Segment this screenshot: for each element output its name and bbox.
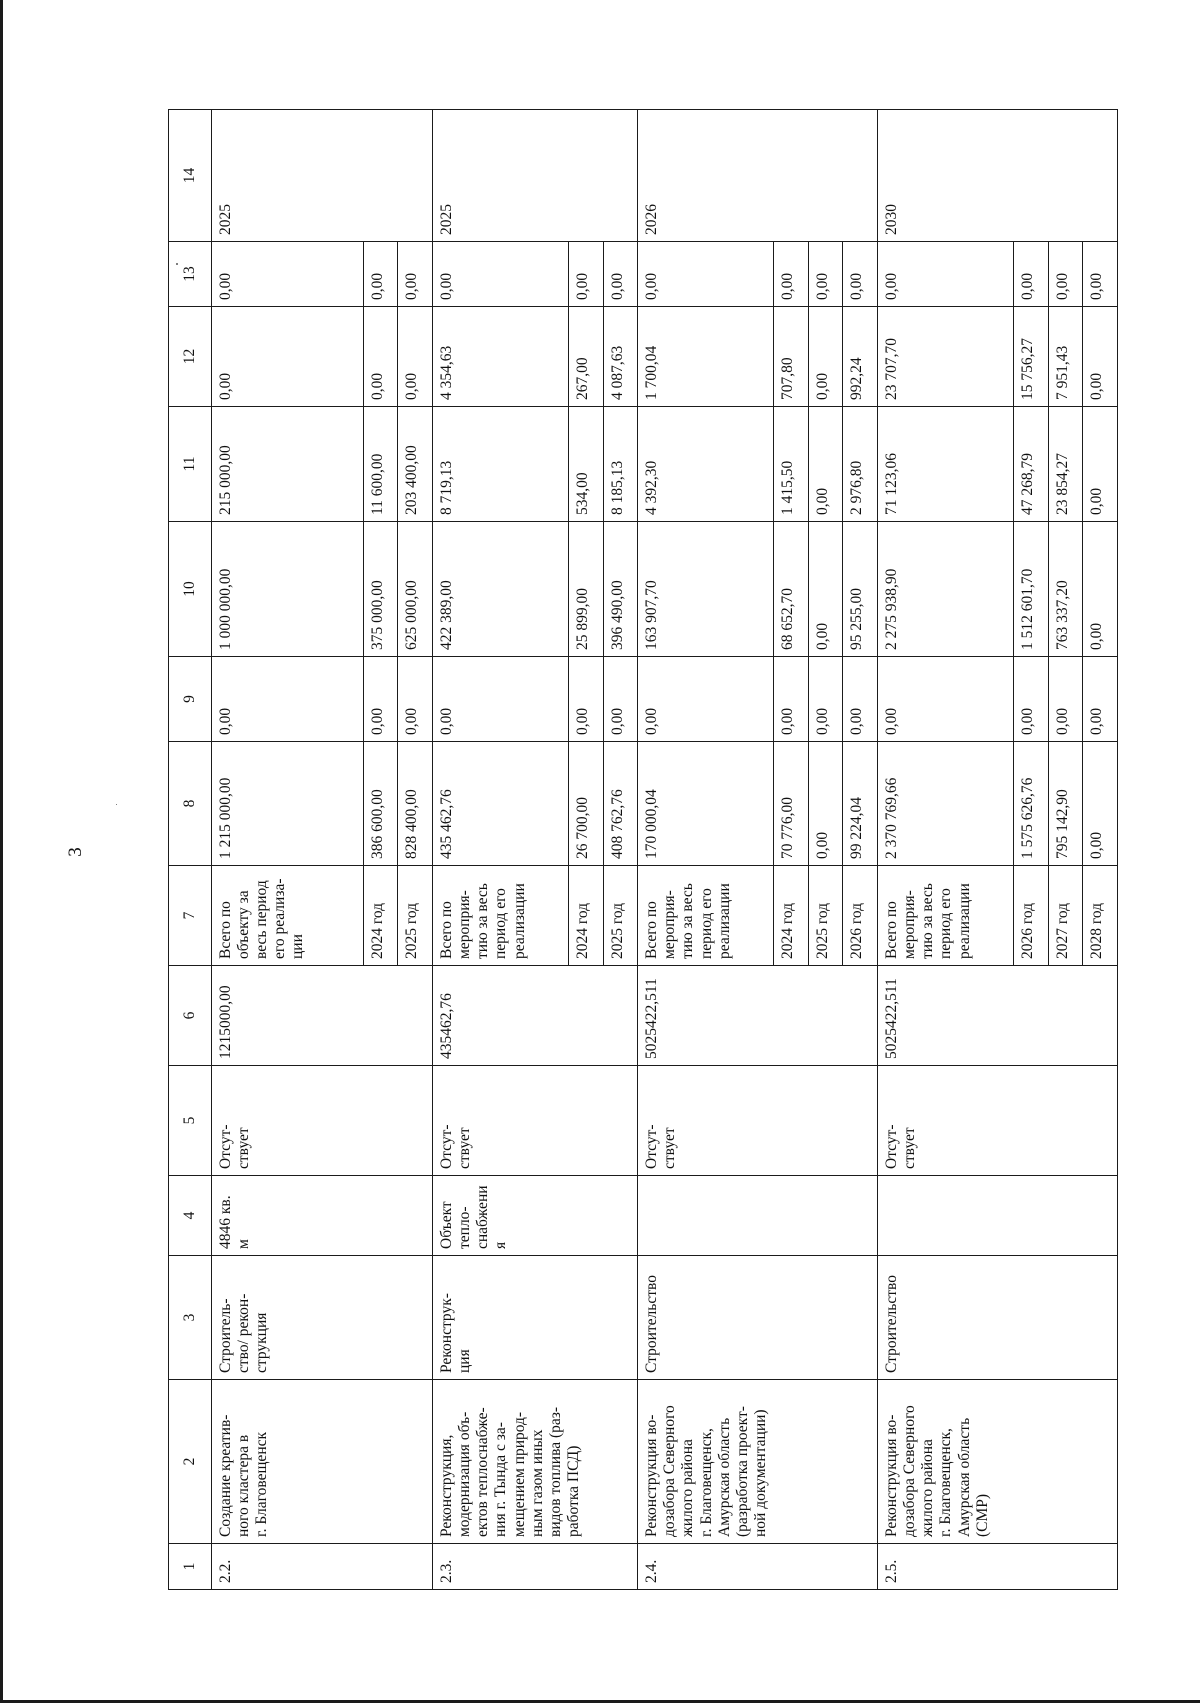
design-doc-status: Отсут- ствует [638, 1066, 878, 1176]
amount-col-10: 0,00 [808, 522, 843, 657]
amount-col-13: 0,00 [363, 242, 398, 307]
amount-col-13: 0,00 [843, 242, 878, 307]
amount-col-9: 0,00 [363, 657, 398, 742]
column-number-5: 5 [169, 1066, 212, 1176]
capacity [878, 1176, 1118, 1256]
object-name: Реконструкция, модернизация объ- ектов теплоснабже- ния г. Тында с за- мещением природ- ным газом иных видов топлива (раз- работка ПСД) [433, 1380, 638, 1544]
page-number: 3 [65, 847, 86, 857]
estimated-cost: 5025422,511 [878, 966, 1118, 1066]
amount-col-11: 4 392,30 [638, 407, 774, 522]
amount-col-11: 8 719,13 [433, 407, 569, 522]
column-number-3: 3 [169, 1256, 212, 1380]
scan-speck [116, 804, 117, 805]
capacity: Объект тепло- снабжения [433, 1176, 638, 1256]
completion-year: 2026 [638, 110, 878, 242]
amount-col-11: 215 000,00 [211, 407, 363, 522]
work-type: Строитель- ство/ рекон- струкция [211, 1256, 432, 1380]
column-number-1: 1 [169, 1544, 212, 1590]
amount-col-10: 0,00 [1083, 522, 1118, 657]
amount-col-9: 0,00 [1083, 657, 1118, 742]
total-amount: 99 224,04 [843, 742, 878, 866]
item-number: 2.5. [878, 1544, 1118, 1590]
amount-col-11: 47 268,79 [1014, 407, 1049, 522]
amount-col-10: 2 275 938,90 [878, 522, 1014, 657]
amount-col-11: 1 415,50 [774, 407, 809, 522]
completion-year: 2025 [433, 110, 638, 242]
column-number-10: 10 [169, 522, 212, 657]
column-number-row [169, 110, 212, 1590]
amount-col-10: 396 490,00 [603, 522, 638, 657]
amount-col-9: 0,00 [1048, 657, 1083, 742]
amount-col-11: 534,00 [569, 407, 604, 522]
total-amount: 1 215 000,00 [211, 742, 363, 866]
amount-col-12: 0,00 [211, 307, 363, 407]
amount-col-13: 0,00 [211, 242, 363, 307]
amount-col-13: 0,00 [1014, 242, 1049, 307]
table-body [169, 110, 1118, 1590]
period-label: 2025 год [808, 866, 843, 966]
amount-col-11: 0,00 [1083, 407, 1118, 522]
period-label: 2027 год [1048, 866, 1083, 966]
column-number-9: 9 [169, 657, 212, 742]
completion-year: 2030 [878, 110, 1118, 242]
period-label: 2026 год [843, 866, 878, 966]
estimated-cost: 5025422,511 [638, 966, 878, 1066]
design-doc-status: Отсут- ствует [211, 1066, 432, 1176]
amount-col-12: 0,00 [1083, 307, 1118, 407]
amount-col-9: 0,00 [878, 657, 1014, 742]
period-label: Всего по мероприя- тию за весь период его реализации [638, 866, 774, 966]
capacity: 4846 кв. м [211, 1176, 432, 1256]
total-amount: 2 370 769,66 [878, 742, 1014, 866]
amount-col-13: 0,00 [603, 242, 638, 307]
item-number: 2.3. [433, 1544, 638, 1590]
estimated-cost: 1215000,00 [211, 966, 432, 1066]
item-number: 2.2. [211, 1544, 432, 1590]
column-number-13: 13 [169, 242, 212, 307]
table-row [638, 110, 774, 1590]
design-doc-status: Отсут- ствует [433, 1066, 638, 1176]
amount-col-13: 0,00 [808, 242, 843, 307]
period-label: 2024 год [569, 866, 604, 966]
amount-col-11: 0,00 [808, 407, 843, 522]
scan-edge-left [0, 0, 3, 1703]
amount-col-9: 0,00 [433, 657, 569, 742]
amount-col-10: 763 337,20 [1048, 522, 1083, 657]
amount-col-10: 1 512 601,70 [1014, 522, 1049, 657]
amount-col-9: 0,00 [569, 657, 604, 742]
column-number-6: 6 [169, 966, 212, 1066]
estimated-cost: 435462,76 [433, 966, 638, 1066]
amount-col-10: 25 899,00 [569, 522, 604, 657]
amount-col-13: 0,00 [1048, 242, 1083, 307]
capacity [638, 1176, 878, 1256]
amount-col-11: 2 976,80 [843, 407, 878, 522]
amount-col-10: 625 000,00 [398, 522, 433, 657]
object-name: Создание креатив- ного кластера в г. Благовещенск [211, 1380, 432, 1544]
amount-col-11: 11 600,00 [363, 407, 398, 522]
period-label: Всего по мероприя- тию за весь период его реализации [878, 866, 1014, 966]
amount-col-12: 4 354,63 [433, 307, 569, 407]
object-name: Реконструкция во- дозабора Северного жилого района г. Благовещенск, Амурская область (разработка проект- ной документации) [638, 1380, 878, 1544]
amount-col-12: 7 951,43 [1048, 307, 1083, 407]
amount-col-9: 0,00 [398, 657, 433, 742]
amount-col-9: 0,00 [1014, 657, 1049, 742]
amount-col-13: 0,00 [774, 242, 809, 307]
amount-col-9: 0,00 [843, 657, 878, 742]
table-row [211, 110, 363, 1590]
amount-col-10: 375 000,00 [363, 522, 398, 657]
total-amount: 0,00 [808, 742, 843, 866]
period-label: 2026 год [1014, 866, 1049, 966]
period-label: 2024 год [363, 866, 398, 966]
amount-col-9: 0,00 [638, 657, 774, 742]
amount-col-12: 15 756,27 [1014, 307, 1049, 407]
table-row [433, 110, 569, 1590]
total-amount: 170 000,04 [638, 742, 774, 866]
column-number-8: 8 [169, 742, 212, 866]
period-label: Всего по объекту за весь период его реализа- ции [211, 866, 363, 966]
total-amount: 828 400,00 [398, 742, 433, 866]
column-number-2: 2 [169, 1380, 212, 1544]
amount-col-12: 1 700,04 [638, 307, 774, 407]
amount-col-9: 0,00 [211, 657, 363, 742]
column-number-14: 14 [169, 110, 212, 242]
period-label: Всего по мероприя- тию за весь период его реализации [433, 866, 569, 966]
work-type: Реконструк- ция [433, 1256, 638, 1380]
work-type: Строительство [878, 1256, 1118, 1380]
total-amount: 408 762,76 [603, 742, 638, 866]
amount-col-9: 0,00 [774, 657, 809, 742]
work-type: Строительство [638, 1256, 878, 1380]
item-number: 2.4. [638, 1544, 878, 1590]
amount-col-11: 71 123,06 [878, 407, 1014, 522]
period-label: 2025 год [398, 866, 433, 966]
amount-col-9: 0,00 [603, 657, 638, 742]
amount-col-11: 23 854,27 [1048, 407, 1083, 522]
amount-col-12: 267,00 [569, 307, 604, 407]
total-amount: 386 600,00 [363, 742, 398, 866]
amount-col-11: 203 400,00 [398, 407, 433, 522]
amount-col-9: 0,00 [808, 657, 843, 742]
investment-table [168, 109, 1118, 1590]
total-amount: 0,00 [1083, 742, 1118, 866]
amount-col-10: 422 389,00 [433, 522, 569, 657]
period-label: 2024 год [774, 866, 809, 966]
amount-col-10: 163 907,70 [638, 522, 774, 657]
amount-col-13: 0,00 [569, 242, 604, 307]
amount-col-12: 23 707,70 [878, 307, 1014, 407]
amount-col-12: 0,00 [363, 307, 398, 407]
design-doc-status: Отсут- ствует [878, 1066, 1118, 1176]
period-label: 2028 год [1083, 866, 1118, 966]
amount-col-10: 1 000 000,00 [211, 522, 363, 657]
amount-col-12: 4 087,63 [603, 307, 638, 407]
amount-col-11: 8 185,13 [603, 407, 638, 522]
amount-col-10: 68 652,70 [774, 522, 809, 657]
column-number-4: 4 [169, 1176, 212, 1256]
total-amount: 795 142,90 [1048, 742, 1083, 866]
amount-col-12: 707,80 [774, 307, 809, 407]
period-label: 2025 год [603, 866, 638, 966]
column-number-7: 7 [169, 866, 212, 966]
amount-col-12: 0,00 [808, 307, 843, 407]
amount-col-13: 0,00 [1083, 242, 1118, 307]
amount-col-13: 0,00 [433, 242, 569, 307]
column-number-11: 11 [169, 407, 212, 522]
rotated-table-container [168, 110, 1118, 1590]
amount-col-10: 95 255,00 [843, 522, 878, 657]
amount-col-13: 0,00 [398, 242, 433, 307]
total-amount: 26 700,00 [569, 742, 604, 866]
total-amount: 435 462,76 [433, 742, 569, 866]
total-amount: 1 575 626,76 [1014, 742, 1049, 866]
column-number-12: 12 [169, 307, 212, 407]
object-name: Реконструкция во- дозабора Северного жилого района г. Благовещенск, Амурская область (СМР) [878, 1380, 1118, 1544]
table-row [878, 110, 1014, 1590]
amount-col-13: 0,00 [638, 242, 774, 307]
amount-col-12: 992,24 [843, 307, 878, 407]
amount-col-12: 0,00 [398, 307, 433, 407]
amount-col-13: 0,00 [878, 242, 1014, 307]
total-amount: 70 776,00 [774, 742, 809, 866]
completion-year: 2025 [211, 110, 432, 242]
